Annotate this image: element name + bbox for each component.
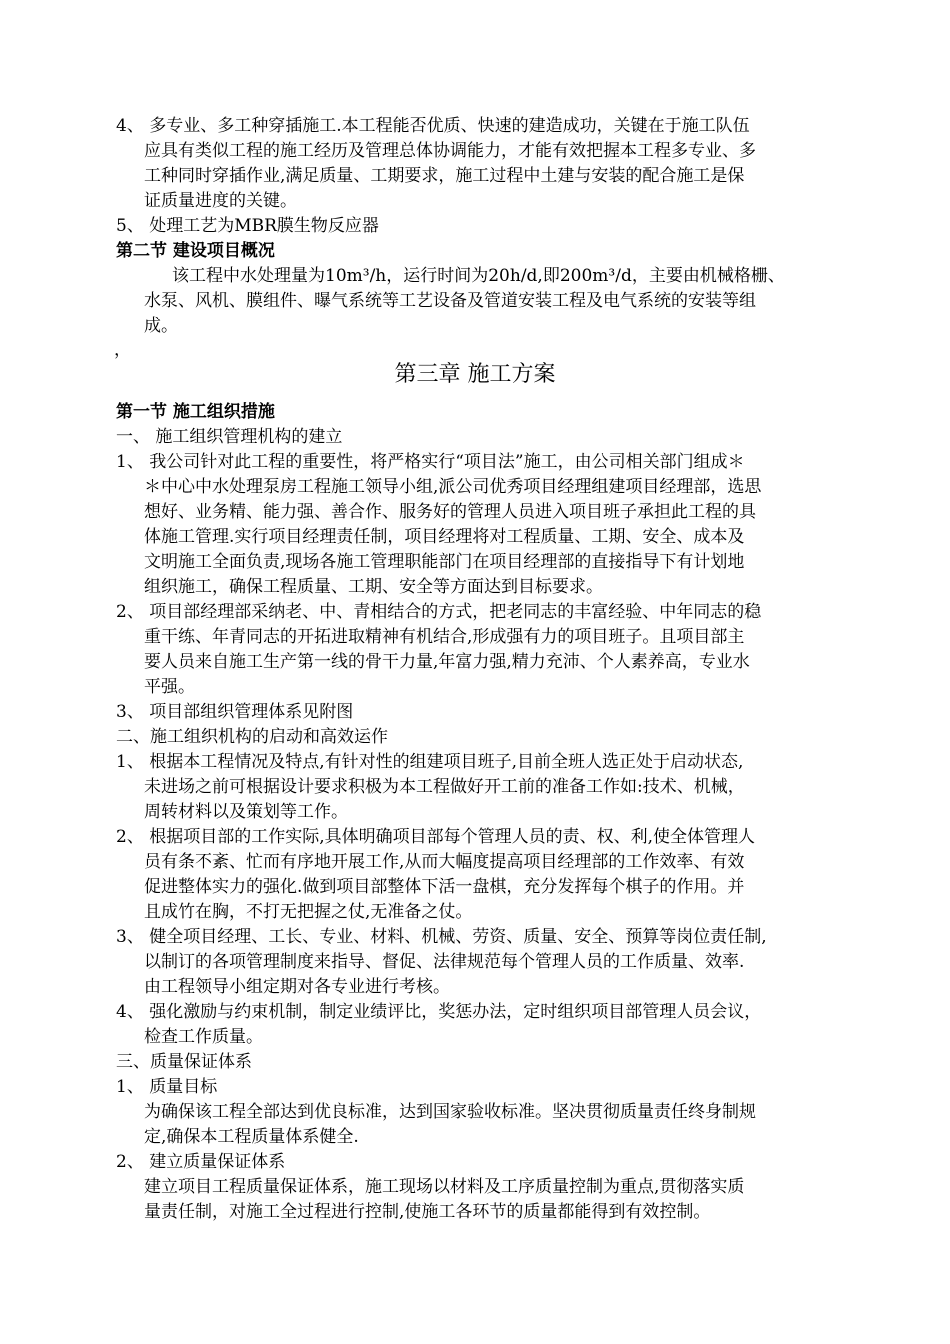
text-line: 检查工作质量。 <box>144 1027 263 1047</box>
text-line: 应具有类似工程的施工经历及管理总体协调能力，才能有效把握本工程多专业、多 <box>144 141 756 161</box>
chapter-title: 第三章 施工方案 <box>394 362 556 387</box>
text-line: 以制订的各项管理制度来指导、督促、法律规范每个管理人员的工作质量、效率. <box>144 952 745 972</box>
text-line: ＊中心中水处理泵房工程施工领导小组,派公司优秀项目经理组建项目经理部，选思 <box>144 477 762 497</box>
text-line: 体施工管理.实行项目经理责任制，项目经理将对工程质量、工期、安全、成本及 <box>144 527 745 547</box>
text-line: 周转材料以及策划等工作。 <box>144 802 348 822</box>
text-line: 组织施工，确保工程质量、工期、安全等方面达到目标要求。 <box>144 577 603 597</box>
text-line: 员有条不紊、忙而有序地开展工作,从而大幅度提高项目经理部的工作效率、有效 <box>144 852 745 872</box>
text-line: 5、 处理工艺为MBR膜生物反应器 <box>116 216 379 236</box>
text-line: 工种同时穿插作业,满足质量、工期要求，施工过程中土建与安装的配合施工是保 <box>144 166 745 186</box>
text-line: 2、 项目部经理部采纳老、中、青相结合的方式，把老同志的丰富经验、中年同志的稳 <box>116 602 762 622</box>
text-line: 量责任制，对施工全过程进行控制,使施工各环节的质量都能得到有效控制。 <box>144 1202 711 1222</box>
text-line: 建立项目工程质量保证体系，施工现场以材料及工序质量控制为重点,贯彻落实质 <box>144 1177 745 1197</box>
text-line: 二、施工组织机构的启动和高效运作 <box>116 727 388 747</box>
text-line: 平强。 <box>144 677 195 697</box>
text-line: 1、 质量目标 <box>116 1077 218 1097</box>
text-line: 定,确保本工程质量体系健全. <box>144 1127 359 1147</box>
text-line: 3、 项目部组织管理体系见附图 <box>116 702 354 722</box>
text-line: 重干练、年青同志的开拓进取精神有机结合,形成强有力的项目班子。且项目部主 <box>144 627 745 647</box>
text-line: 成。 <box>144 316 178 336</box>
text-line: 一、 施工组织管理机构的建立 <box>116 427 343 447</box>
text-line: 三、质量保证体系 <box>116 1052 252 1072</box>
text-line: 文明施工全面负责,现场各施工管理职能部门在项目经理部的直接指导下有计划地 <box>144 552 745 572</box>
text-line: 1、 根据本工程情况及特点,有针对性的组建项目班子,目前全班人选正处于启动状态, <box>116 752 744 772</box>
text-line: 未进场之前可根据设计要求积极为本工程做好开工前的准备工作如:技术、机械， <box>144 777 745 797</box>
text-line: 3、 健全项目经理、工长、专业、材料、机械、劳资、质量、安全、预算等岗位责任制, <box>116 927 767 947</box>
section-heading: 第一节 施工组织措施 <box>116 402 275 422</box>
text-line: 且成竹在胸，不打无把握之仗,无准备之仗。 <box>144 902 473 922</box>
text-line: 促进整体实力的强化.做到项目部整体下活一盘棋，充分发挥每个棋子的作用。并 <box>144 877 745 897</box>
text-line: 1、 我公司针对此工程的重要性，将严格实行“项目法”施工，由公司相关部门组成＊ <box>116 452 745 472</box>
section-heading: 第二节 建设项目概况 <box>116 241 275 261</box>
text-line: 2、 根据项目部的工作实际,具体明确项目部每个管理人员的责、权、利,使全体管理人 <box>116 827 756 847</box>
text-line: 该工程中水处理量为10m³/h，运行时间为20h/d,即200m³/d，主要由机械格栅、 <box>172 266 785 286</box>
text-line: 水泵、风机、膜组件、曝气系统等工艺设备及管道安装工程及电气系统的安装等组 <box>144 291 756 311</box>
text-line: ， <box>114 340 131 360</box>
text-line: 4、 多专业、多工种穿插施工.本工程能否优质、快速的建造成功，关键在于施工队伍 <box>116 116 750 136</box>
text-line: 想好、业务精、能力强、善合作、服务好的管理人员进入项目班子承担此工程的具 <box>144 502 756 522</box>
text-line: 由工程领导小组定期对各专业进行考核。 <box>144 977 450 997</box>
text-line: 要人员来自施工生产第一线的骨干力量,年富力强,精力充沛、个人素养高，专业水 <box>144 652 750 672</box>
text-line: 为确保该工程全部达到优良标准，达到国家验收标准。坚决贯彻质量责任终身制规 <box>144 1102 756 1122</box>
text-line: 证质量进度的关键。 <box>144 191 297 211</box>
text-line: 2、 建立质量保证体系 <box>116 1152 286 1172</box>
text-line: 4、 强化激励与约束机制，制定业绩评比，奖惩办法，定时组织项目部管理人员会议， <box>116 1002 762 1022</box>
